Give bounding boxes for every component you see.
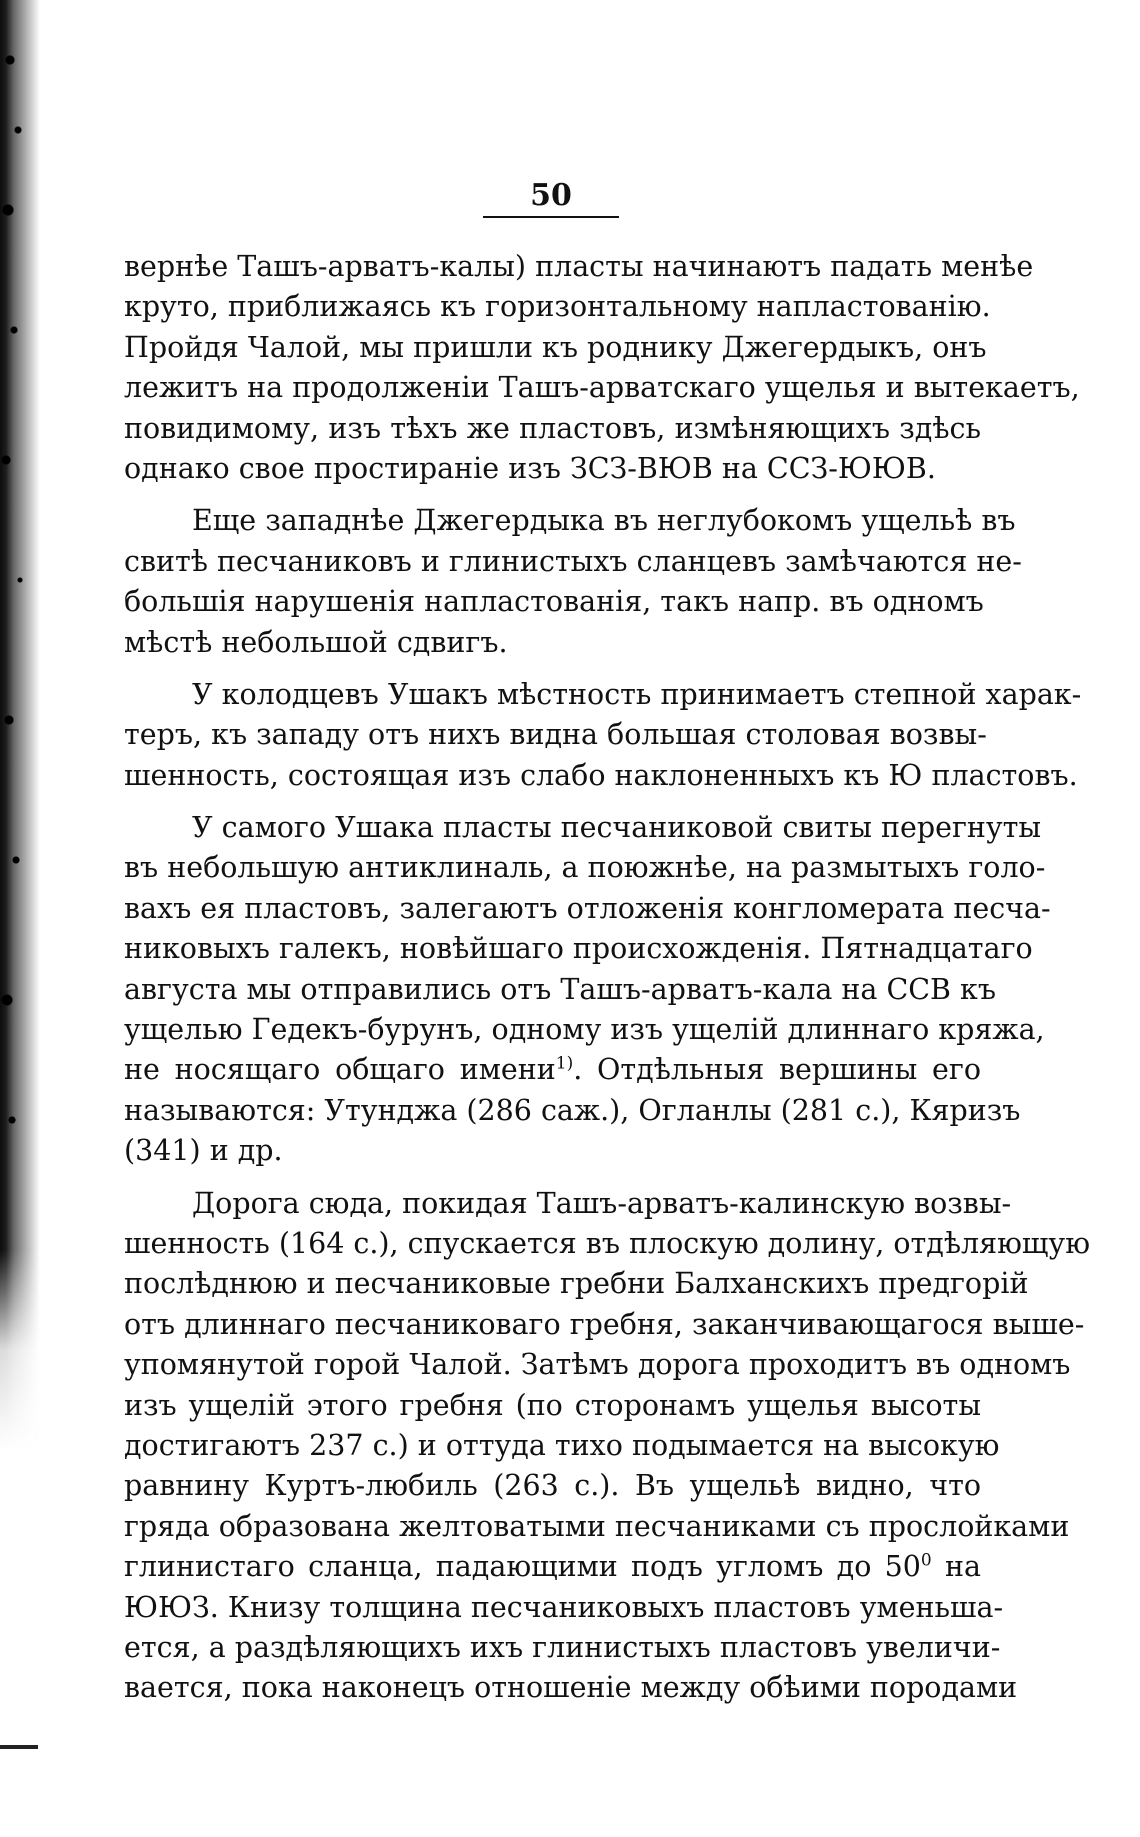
paragraph-gap [124, 663, 981, 675]
text-line: однако свое простираніе изъ ЗСЗ-ВЮВ на ССЗ-ЮЮВ. [124, 451, 936, 485]
paragraph-gap [124, 796, 981, 808]
text-segment: отъ длиннаго песчаниковаго гребня, заканчивающагося вы [124, 1307, 1032, 1341]
text-line-with-degree [124, 1547, 981, 1587]
text-line: вернѣе Ташъ-арватъ-калы) пласты начинаютъ падать менѣе [124, 250, 1034, 283]
text-segment: глинистаго сланца, падающими подъ угломъ до 50 [124, 1550, 921, 1584]
text-line [124, 1305, 1085, 1345]
scan-edge-shadow [0, 0, 44, 1837]
scan-edge-mark [0, 1745, 38, 1749]
text-line: изъ ущелій этого гребня (по сторонамъ ущелья высоты [124, 1388, 981, 1422]
text-line: мѣстѣ небольшой сдвигъ. [124, 625, 508, 659]
document-body [124, 247, 1091, 1709]
text-line: свитѣ песчаниковъ и глинистыхъ сланцевъ замѣчаются не- [124, 544, 1022, 578]
text-line: равнину Куртъ-любиль (263 с.). Въ ущельѣ видно, что [124, 1469, 981, 1503]
text-line: Пройдя Чалой, мы пришли къ роднику Джегердыкъ, онъ [124, 330, 987, 364]
text-line: вахъ ея пластовъ, залегаютъ отложенія конгломерата песча- [124, 891, 1051, 925]
text-line: августа мы отправились отъ Ташъ-арватъ-кала на ССВ къ [124, 972, 997, 1006]
text-line: У колодцевъ Ушакъ мѣстность принимаетъ степной харак- [192, 677, 1082, 711]
text-line: упомянутой горой Чалой. Затѣмъ дорога проходитъ въ одномъ [124, 1348, 1071, 1382]
paragraph-gap [124, 1172, 981, 1184]
text-line: Еще западнѣе Джегердыка въ неглубокомъ ущельѣ въ [192, 504, 1016, 538]
text-line-with-footnote [124, 1050, 981, 1090]
text-line: ется, а раздѣляющихъ ихъ глинистыхъ пластовъ увеличи- [124, 1630, 1001, 1664]
text-segment: ше- [1031, 1307, 1085, 1341]
text-segment: . Отдѣльныя вершины его [573, 1053, 981, 1087]
text-line: шенность (164 с.), спускается въ плоскую долину, отдѣляющую [124, 1226, 1091, 1260]
text-line: достигаютъ 237 с.) и оттуда тихо подымается на высокую [124, 1428, 1000, 1462]
text-line: вается, пока наконецъ отношеніе между обѣими породами [124, 1671, 1018, 1705]
text-line: большія нарушенія напластованія, такъ напр. въ одномъ [124, 585, 984, 619]
text-line: (341) и др. [124, 1134, 283, 1168]
text-line: теръ, къ западу отъ нихъ видна большая столовая возвы- [124, 718, 987, 752]
paragraph-gap [124, 489, 981, 501]
degree-marker: 0 [920, 1550, 932, 1571]
text-segment: не носящаго общаго имени [124, 1053, 556, 1087]
text-line: послѣднюю и песчаниковые гребни Балханскихъ предгорій [124, 1267, 1029, 1301]
page-header [483, 178, 619, 218]
text-line: Дорога сюда, покидая Ташъ-арватъ-калинскую возвы- [192, 1186, 1012, 1220]
text-line: шенность, состоящая изъ слабо наклоненныхъ къ Ю пластовъ. [124, 758, 1078, 792]
text-line: никовыхъ галекъ, новѣйшаго происхожденія. Пятнадцатаго [124, 932, 1033, 966]
page-number: 50 [530, 178, 572, 213]
text-line: гряда образована желтоватыми песчаниками съ прослойками [124, 1509, 1070, 1543]
page-number-rule [483, 216, 619, 218]
text-line: въ небольшую антиклиналь, а поюжнѣе, на размытыхъ голо- [124, 851, 1046, 885]
text-line: ущелью Гедекъ-бурунъ, одному изъ ущелій длиннаго кряжа, [124, 1013, 1045, 1047]
text-line: называются: Утунджа (286 саж.), Огланлы (281 с.), Кяризъ [124, 1093, 1021, 1127]
text-line: У самого Ушака пласты песчаниковой свиты перегнуты [192, 811, 1042, 845]
footnote-marker: 1) [555, 1053, 574, 1074]
text-line: лежитъ на продолженіи Ташъ-арватскаго ущелья и вытекаетъ, [124, 371, 1080, 405]
text-line: круто, приближаясь къ горизонтальному напластованію. [124, 290, 991, 324]
text-segment: на [931, 1550, 982, 1584]
text-line: ЮЮЗ. Книзу толщина песчаниковыхъ пластовъ уменьша- [124, 1590, 1004, 1624]
text-line: повидимому, изъ тѣхъ же пластовъ, измѣняющихъ здѣсь [124, 411, 981, 445]
